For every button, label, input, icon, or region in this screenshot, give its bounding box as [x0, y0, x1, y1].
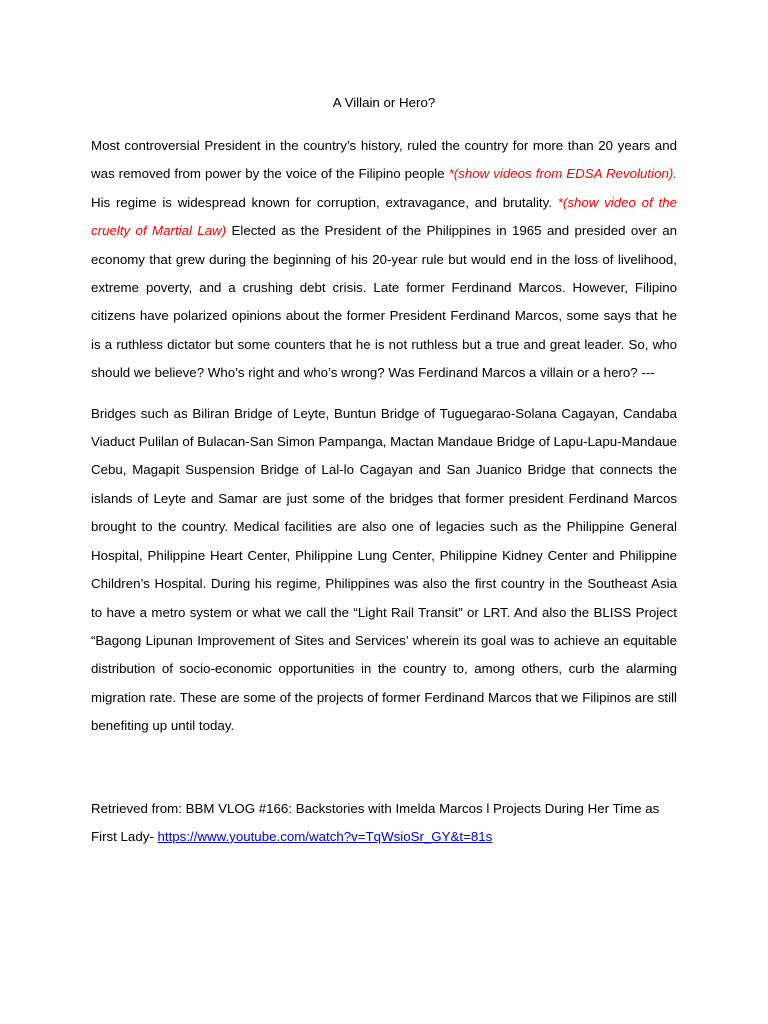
source-citation	[91, 795, 677, 852]
stage-note-martial-law: *(show video of the cruelty of Martial Law)	[91, 194, 677, 239]
paragraph-intro-text-a: Most controversial President in the country’s history, ruled the country for more than 20 years and was removed from power by the voice of the Filipino people	[91, 138, 677, 182]
source-link[interactable]: https://www.youtube.com/watch?v=TqWsioSr_GY&t=81s	[157, 828, 493, 844]
stage-note-edsa: *(show videos from EDSA Revolution).	[448, 166, 677, 182]
paragraph-intro	[91, 132, 677, 388]
paragraph-intro-text-b: His regime is widespread known for corruption, extravagance, and brutality.	[91, 194, 558, 210]
paragraph-intro-text-c: Elected as the President of the Philippines in 1965 and presided over an economy that grew during the beginning of his 20-year rule but would end in the loss of livelihood, extreme poverty, and a crushing debt crisis. Late former Ferdinand Marcos. However, Filipino citizens have polarized opinions about the former President Ferdinand Marcos, some says that he is a ruthless dictator but some counters that he is not ruthless but a true and great leader. So, who should we believe? Who’s right and who’s wrong? Was Ferdinand Marcos a villain or a hero? ---	[91, 223, 677, 381]
paragraph-projects: Bridges such as Biliran Bridge of Leyte, Buntun Bridge of Tuguegarao-Solana Cagayan, Candaba Viaduct Pulilan of Bulacan-San Simon Pampanga, Mactan Mandaue Bridge of Lapu-Lapu-Mandaue Cebu, Magapit Suspension Bridge of Lal-lo Cagayan and San Juanico Bridge that connects the islands of Leyte and Samar are just some of the bridges that former president Ferdinand Marcos brought to the country. Medical facilities are also one of legacies such as the Philippine General Hospital, Philippine Heart Center, Philippine Lung Center, Philippine Kidney Center and Philippine Children’s Hospital. During his regime, Philippines was also the first country in the Southeast Asia to have a metro system or what we call the “Light Rail Transit” or LRT. And also the BLISS Project “Bagong Lipunan Improvement of Sites and Services’ wherein its goal was to achieve an equitable distribution of socio-economic opportunities in the country to, among others, curb the alarming migration rate. These are some of the projects of former Ferdinand Marcos that we Filipinos are still benefiting up until today.	[91, 405, 677, 734]
source-citation-text: Retrieved from: BBM VLOG #166: Backstories with Imelda Marcos l Projects During Her Time as First Lady-	[91, 800, 660, 844]
document-title: A Villain or Hero?	[332, 95, 436, 110]
document-page	[91, 92, 677, 865]
